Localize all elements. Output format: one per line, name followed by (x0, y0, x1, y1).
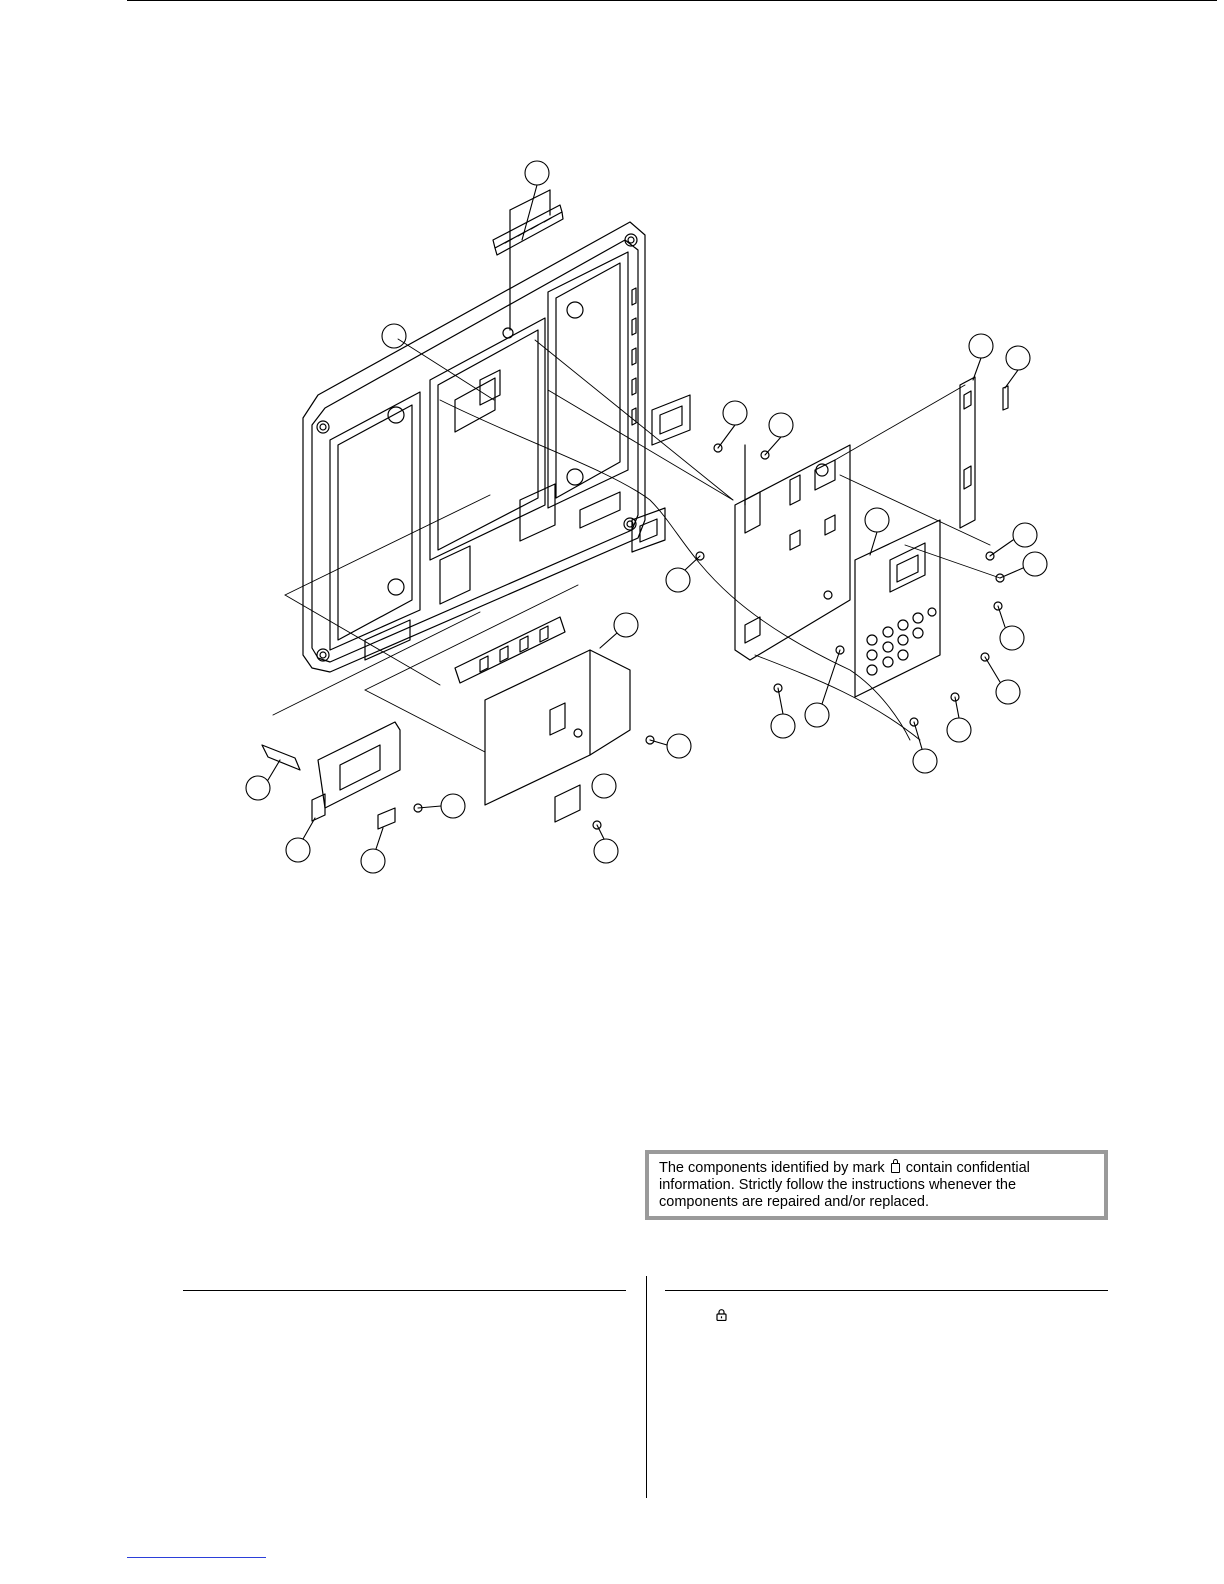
sensor-bracket (262, 722, 400, 829)
small-brackets (632, 395, 690, 552)
chassis-plate (735, 445, 850, 660)
link-underline[interactable] (127, 1557, 266, 1558)
leader-lines (273, 339, 1000, 752)
left-column-rule (183, 1290, 626, 1291)
lock-icon (891, 1163, 900, 1173)
rear-cabinet (303, 222, 645, 672)
callout-circles (246, 161, 1047, 873)
side-bracket (960, 377, 1008, 528)
io-board (855, 520, 940, 697)
top-bracket (493, 190, 563, 330)
notice-line-3: components are repaired and/or replaced. (659, 1194, 930, 1210)
screws (414, 444, 1004, 829)
notice-line-1-end: contain confidential (905, 1160, 1030, 1176)
confidential-notice-box (645, 1150, 1108, 1220)
notice-line-1-start: The components identified by mark (659, 1160, 885, 1176)
lock-icon (716, 1309, 727, 1321)
terminal-board (455, 617, 630, 822)
notice-line-2: information. Strictly follow the instructions whenever the (659, 1177, 1017, 1193)
column-divider (646, 1276, 647, 1498)
notice-line-1 (659, 1160, 1094, 1177)
right-column-rule (665, 1290, 1108, 1291)
